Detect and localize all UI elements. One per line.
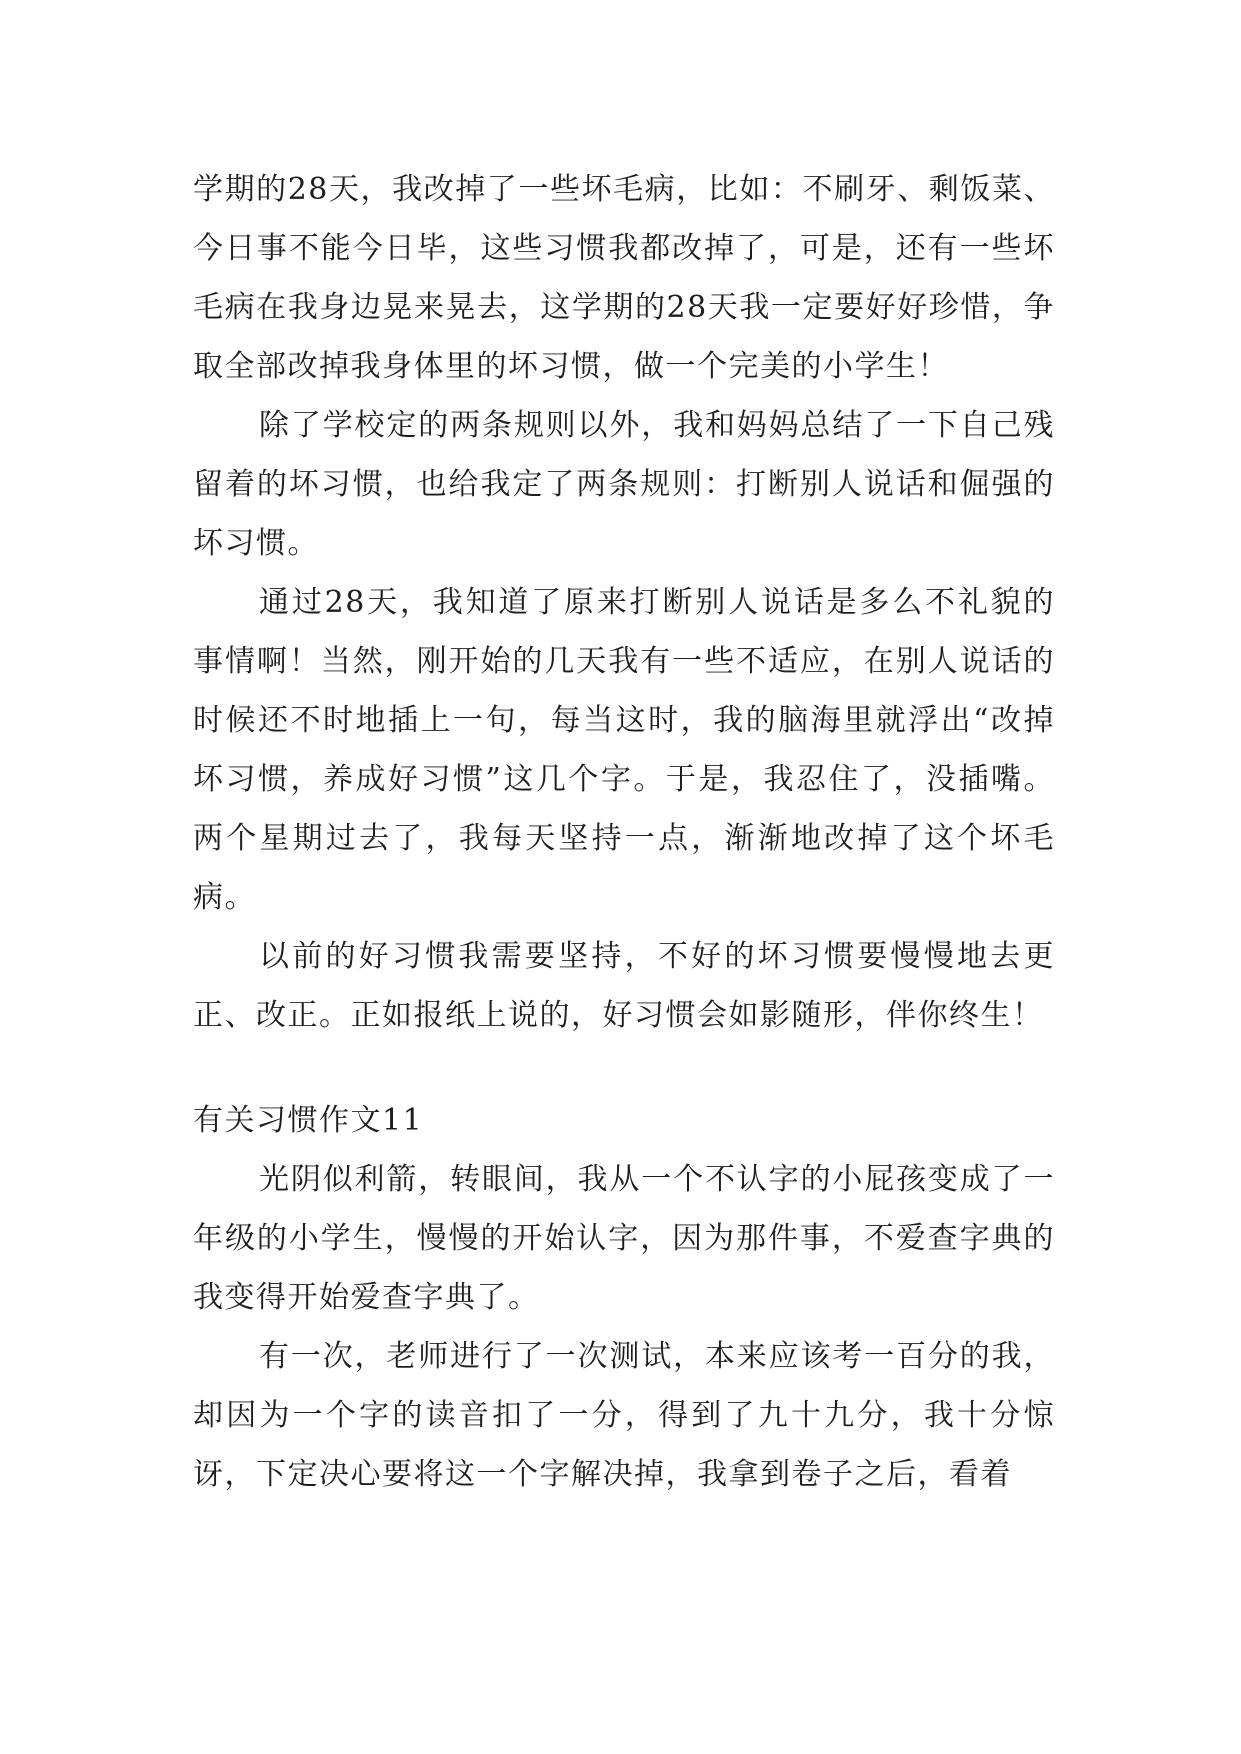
paragraph-conclusion: 以前的好习惯我需要坚持，不好的坏习惯要慢慢地去更正、改正。正如报纸上说的，好习惯会如影随形，伴你终生！ [193, 939, 1055, 1033]
paragraph-intro: 光阴似利箭，转眼间，我从一个不认字的小屁孩变成了一年级的小学生，慢慢的开始认字，因为那件事，不爱查字典的我变得开始爱查字典了。 [193, 1162, 1055, 1315]
paragraph-continuation: 学期的28天，我改掉了一些坏毛病，比如：不刷牙、剩饭菜、今日事不能今日毕，这些习惯我都改掉了，可是，还有一些坏毛病在我身边晃来晃去，这学期的28天我一定要好好珍惜，争取全部改掉我身体里的坏习惯，做一个完美的小学生！ [193, 172, 1055, 384]
essay-heading: 有关习惯作文11 [193, 1103, 424, 1138]
paragraph-interrupting: 通过28天，我知道了原来打断别人说话是多么不礼貌的事情啊！当然，刚开始的几天我有一些不适应，在别人说话的时候还不时地插上一句，每当这时，我的脑海里就浮出“改掉坏习惯，养成好习惯”这几个字。于是，我忍住了，没插嘴。两个星期过去了，我每天坚持一点，渐渐地改掉了这个坏毛病。 [193, 585, 1055, 915]
document-body [193, 160, 1055, 1504]
paragraph-test-story: 有一次，老师进行了一次测试，本来应该考一百分的我，却因为一个字的读音扣了一分，得到了九十九分，我十分惊讶，下定决心要将这一个字解决掉，我拿到卷子之后，看着 [193, 1339, 1055, 1492]
paragraph-rules: 除了学校定的两条规则以外，我和妈妈总结了一下自己残留着的坏习惯，也给我定了两条规则：打断别人说话和倔强的坏习惯。 [193, 408, 1055, 561]
